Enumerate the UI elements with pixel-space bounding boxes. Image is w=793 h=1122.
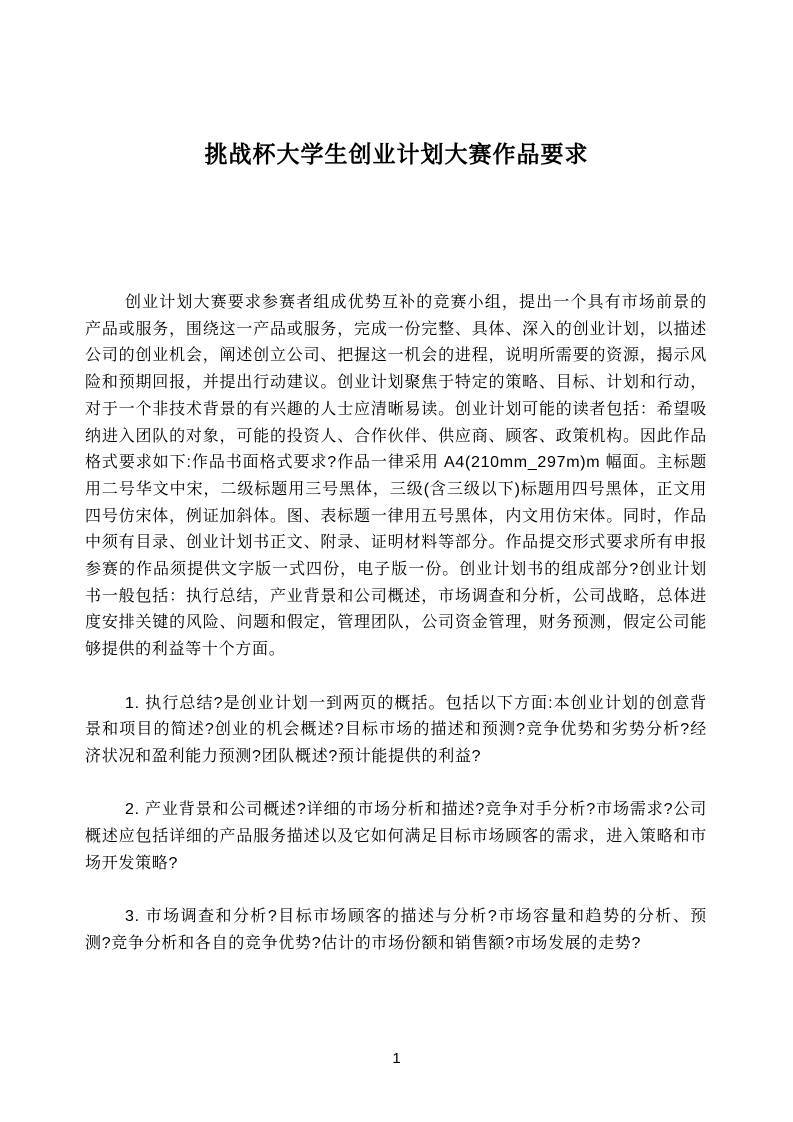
body-paragraph-item-2: 2. 产业背景和公司概述?详细的市场分析和描述?竞争对手分析?市场需求?公司概述应包括详细的产品服务描述以及它如何满足目标市场顾客的需求，进入策略和市场开发策略? <box>85 801 707 872</box>
body-paragraph-intro: 创业计划大赛要求参赛者组成优势互补的竞赛小组，提出一个具有市场前景的产品或服务，围绕这一产品或服务，完成一份完整、具体、深入的创业计划，以描述公司的创业机会，阐述创立公司、把握这一机会的进程，说明所需要的资源，揭示风险和预期回报，并提出行动建议。创业计划聚焦于特定的策略、目标、计划和行动，对于一个非技术背景的有兴趣的人士应清晰易读。创业计划可能的读者包括：希望吸纳进入团队的对象，可能的投资人、合作伙伴、供应商、顾客、政策机构。因此作品格式要求如下:作品书面格式要求?作品一律采用 A4(210mm_297m)m 幅面。主标题用二号华文中宋，二级标题用三号黑体，三级(含三级以下)标题用四号黑体，正文用四号仿宋体，例证加斜体。图、表标题一律用五号黑体，内文用仿宋体。同时，作品中须有目录、创业计划书正文、附录、证明材料等部分。作品提交形式要求所有申报参赛的作品须提供文字版一式四份，电子版一份。创业计划书的组成部分?创业计划书一般包括：执行总结，产业背景和公司概述，市场调查和分析，公司战略，总体进度安排关键的风险、问题和假定，管理团队，公司资金管理，财务预测，假定公司能够提供的利益等十个方面。 <box>85 294 707 659</box>
body-paragraph-item-3: 3. 市场调查和分析?目标市场顾客的描述与分析?市场容量和趋势的分析、预测?竞争分析和各自的竞争优势?估计的市场份额和销售额?市场发展的走势? <box>85 908 707 952</box>
page-footer <box>0 1048 793 1070</box>
document-body <box>85 290 707 958</box>
page-number: 1 <box>392 1050 401 1067</box>
body-paragraph-item-1: 1. 执行总结?是创业计划一到两页的概括。包括以下方面:本创业计划的创意背景和项目的简述?创业的机会概述?目标市场的描述和预测?竞争优势和劣势分析?经济状况和盈利能力预测?团队概述?预计能提供的利益? <box>85 694 707 765</box>
document-title: 挑战杯大学生创业计划大赛作品要求 <box>204 141 589 167</box>
